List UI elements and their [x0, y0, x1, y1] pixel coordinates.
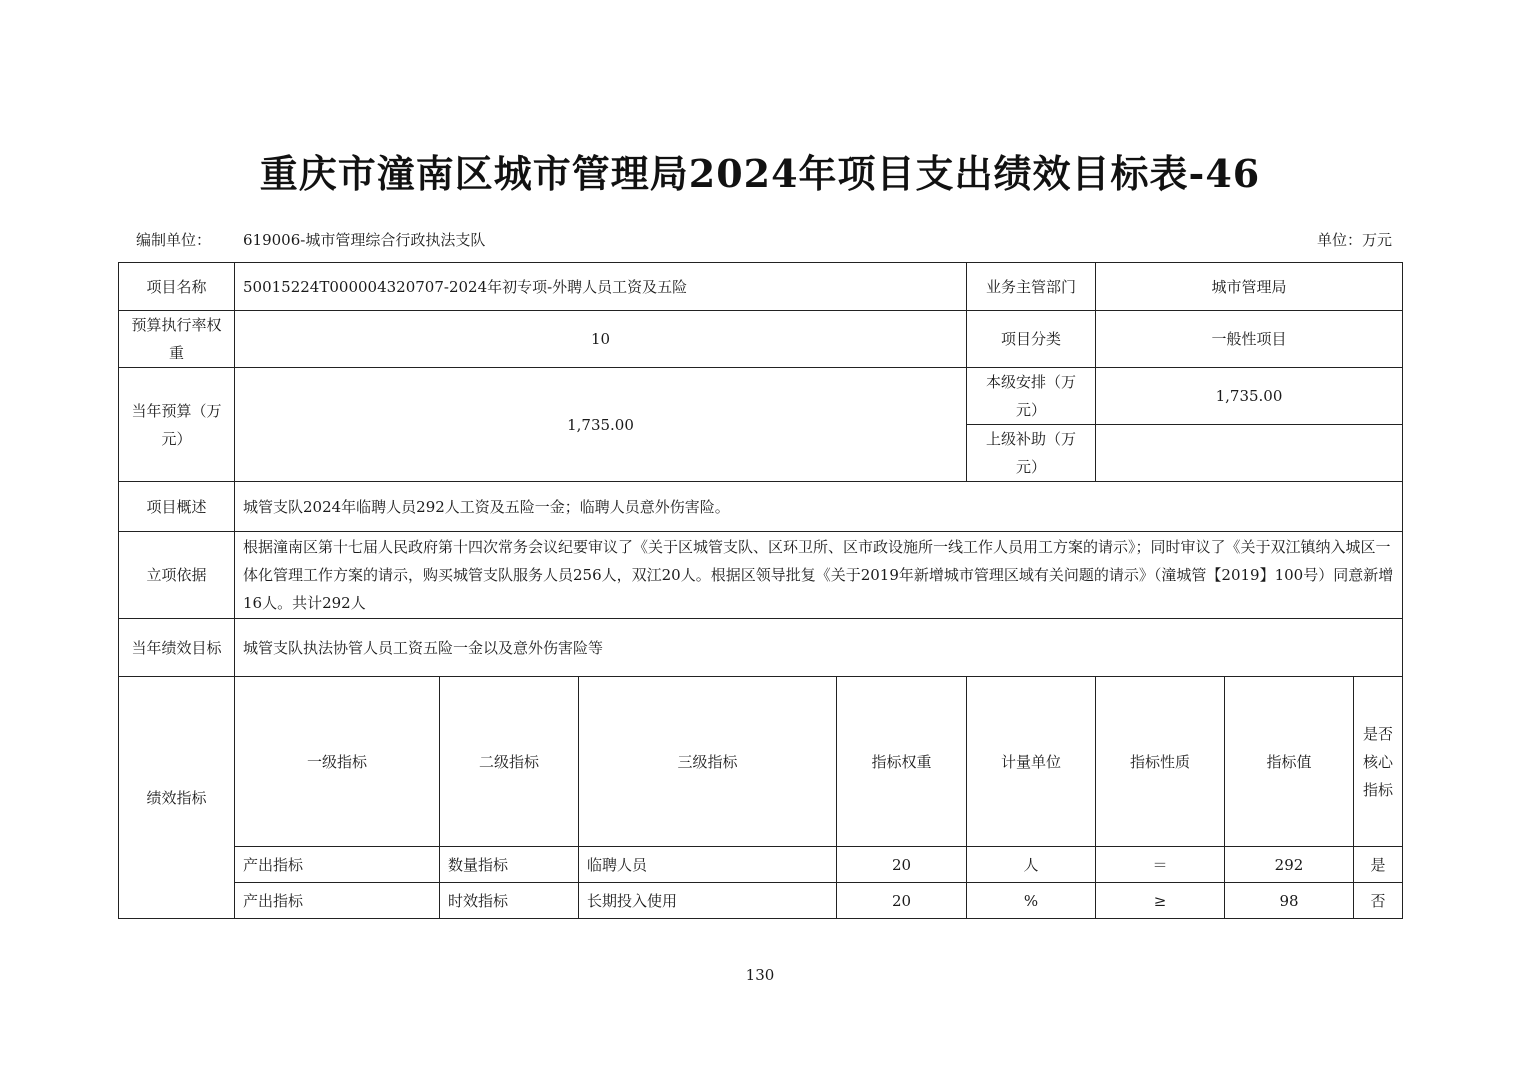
row-nature: ≥: [1096, 883, 1225, 919]
page-title: 重庆市潼南区城市管理局2024年项目支出绩效目标表-46: [259, 151, 1261, 196]
basis-label: 立项依据: [119, 532, 235, 619]
header-nature: 指标性质: [1096, 677, 1225, 847]
row-unit: %: [967, 883, 1096, 919]
overview-label: 项目概述: [119, 482, 235, 532]
goal-value: 城管支队执法协管人员工资五险一金以及意外伤害险等: [235, 619, 1403, 677]
compile-unit-value: 619006-城市管理综合行政执法支队: [243, 231, 486, 249]
table-row: [119, 677, 1403, 847]
table-row: [119, 311, 1403, 368]
row-level1: 产出指标: [235, 847, 440, 883]
project-name-label: 项目名称: [119, 263, 235, 311]
header-weight: 指标权重: [837, 677, 967, 847]
row-weight: 20: [837, 847, 967, 883]
category-label: 项目分类: [967, 311, 1096, 368]
header-core: 是否核心指标: [1354, 677, 1403, 847]
table-row: [119, 847, 1403, 883]
table-row: [119, 263, 1403, 311]
row-level3: 长期投入使用: [579, 883, 837, 919]
row-value: 292: [1225, 847, 1354, 883]
dept-value: 城市管理局: [1096, 263, 1403, 311]
budget-value: 1,735.00: [235, 368, 967, 482]
table-row: [119, 368, 1403, 425]
compile-unit-label: 编制单位：: [136, 231, 212, 249]
row-level2: 数量指标: [440, 847, 579, 883]
category-value: 一般性项目: [1096, 311, 1403, 368]
local-label: 本级安排（万元）: [967, 368, 1096, 425]
basis-value: 根据潼南区第十七届人民政府第十四次常务会议纪要审议了《关于区城管支队、区环卫所、区市政设施所一线工作人员用工方案的请示》；同时审议了《关于双江镇纳入城区一体化管理工作方案的请示，购买城管支队服务人员256人，双江20人。根据区领导批复《关于2019年新增城市管理区域有关问题的请示》（潼城管【2019】100号）同意新增16人。共计292人: [235, 532, 1403, 619]
table-row: [119, 619, 1403, 677]
performance-table: [118, 262, 1403, 919]
table-row: [119, 482, 1403, 532]
dept-label: 业务主管部门: [967, 263, 1096, 311]
row-nature: ＝: [1096, 847, 1225, 883]
header-level1: 一级指标: [235, 677, 440, 847]
header-value: 指标值: [1225, 677, 1354, 847]
header-level2: 二级指标: [440, 677, 579, 847]
row-level1: 产出指标: [235, 883, 440, 919]
table-row: [119, 883, 1403, 919]
indicators-section-label: 绩效指标: [119, 677, 235, 919]
table-row: [119, 532, 1403, 619]
superior-label: 上级补助（万元）: [967, 425, 1096, 482]
local-value: 1,735.00: [1096, 368, 1403, 425]
exec-weight-label: 预算执行率权重: [119, 311, 235, 368]
row-core: 否: [1354, 883, 1403, 919]
row-level3: 临聘人员: [579, 847, 837, 883]
budget-label: 当年预算（万元）: [119, 368, 235, 482]
page-number: 130: [745, 966, 775, 984]
header-level3: 三级指标: [579, 677, 837, 847]
header-unit: 计量单位: [967, 677, 1096, 847]
row-unit: 人: [967, 847, 1096, 883]
superior-value: [1096, 425, 1403, 482]
exec-weight-value: 10: [235, 311, 967, 368]
overview-value: 城管支队2024年临聘人员292人工资及五险一金；临聘人员意外伤害险。: [235, 482, 1403, 532]
project-name-value: 50015224T000004320707-2024年初专项-外聘人员工资及五险: [235, 263, 967, 311]
goal-label: 当年绩效目标: [119, 619, 235, 677]
unit-text: 单位：万元: [1316, 231, 1392, 249]
row-level2: 时效指标: [440, 883, 579, 919]
row-value: 98: [1225, 883, 1354, 919]
row-weight: 20: [837, 883, 967, 919]
row-core: 是: [1354, 847, 1403, 883]
